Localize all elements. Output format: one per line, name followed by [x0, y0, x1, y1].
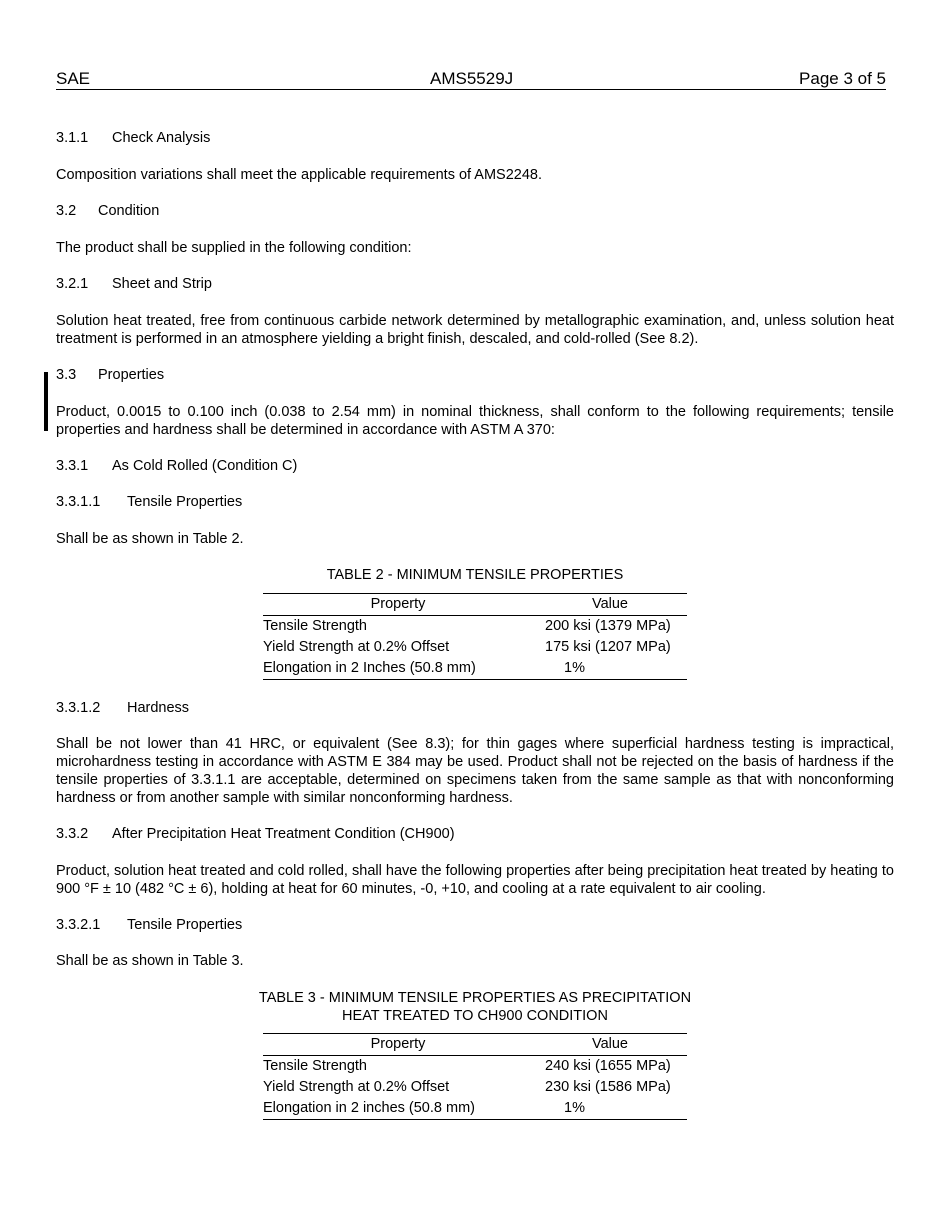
cell-value: 175 ksi (1207 MPa) [545, 639, 671, 655]
section-title: Condition [98, 203, 160, 219]
table-row [263, 616, 687, 638]
section-title: Tensile Properties [127, 917, 243, 933]
cell-value: 240 ksi (1655 MPa) [545, 1058, 671, 1074]
section-title: Tensile Properties [127, 494, 243, 510]
column-header-value: Value [533, 594, 687, 616]
section-title: Check Analysis [112, 130, 211, 146]
paragraph-3-2-1: Solution heat treated, free from continuous carbide network determined by metallographic examination, and, unless solution heat treatment is performed in an atmosphere yielding a bright finish, descaled, and cold-rolled (See 8.2). [56, 313, 894, 347]
paragraph-3-2: The product shall be supplied in the following condition: [56, 240, 412, 256]
section-title: After Precipitation Heat Treatment Condition (CH900) [112, 826, 455, 842]
section-number: 3.3.2 [56, 826, 89, 842]
cell-property: Tensile Strength [263, 1058, 367, 1074]
cell-value: 230 ksi (1586 MPa) [545, 1079, 671, 1095]
section-number: 3.3.1.1 [56, 494, 101, 510]
section-heading-3-3-1-1 [56, 493, 894, 511]
paragraph-3-3-1-1: Shall be as shown in Table 2. [56, 531, 244, 547]
table-row [263, 1077, 687, 1098]
section-title: As Cold Rolled (Condition C) [112, 458, 298, 474]
section-number: 3.3 [56, 367, 77, 383]
section-title: Hardness [127, 700, 190, 716]
column-header-value: Value [533, 1034, 687, 1056]
section-heading-3-3-1 [56, 457, 894, 475]
cell-value: 1% [533, 1098, 687, 1120]
cell-value: 1% [533, 658, 687, 680]
section-heading-3-3-1-2 [56, 699, 894, 717]
revision-change-bar [44, 372, 48, 431]
section-heading-3-2-1 [56, 275, 894, 293]
column-header-property: Property [263, 594, 533, 616]
table-2 [263, 593, 687, 680]
paragraph-3-3-2: Product, solution heat treated and cold rolled, shall have the following properties after being precipitation heat treated by heating to 900 °F ± 10 (482 °C ± 6), holding at heat for 60 minutes, -0, +10, and cooling at a rate equivalent to air cooling. [56, 863, 894, 897]
paragraph-3-3-2-1: Shall be as shown in Table 3. [56, 953, 244, 969]
cell-property: Elongation in 2 inches (50.8 mm) [263, 1098, 533, 1120]
paragraph-3-3: Product, 0.0015 to 0.100 inch (0.038 to 2.54 mm) in nominal thickness, shall conform to the following requirements; tensile properties and hardness shall be determined in accordance with ASTM A 370: [56, 404, 894, 438]
cell-property: Yield Strength at 0.2% Offset [263, 639, 450, 655]
paragraph-3-3-1-2: Shall be not lower than 41 HRC, or equivalent (See 8.3); for thin gages where superficial hardness testing is impractical, microhardness testing in accordance with ASTM E 384 may be used. Product shall not be rejected on the basis of hardness if the tensile properties of 3.3.1.1 are acceptable, determined on specimens taken from the same sample as that with nonconforming hardness or from another sample with similar nonconforming hardness. [56, 736, 894, 806]
table-row [263, 1098, 687, 1120]
cell-value: 200 ksi (1379 MPa) [545, 618, 671, 634]
paragraph-3-1-1: Composition variations shall meet the applicable requirements of AMS2248. [56, 167, 543, 183]
table-row [263, 658, 687, 680]
table-3 [263, 1033, 687, 1120]
cell-property: Elongation in 2 Inches (50.8 mm) [263, 658, 533, 680]
table-row [263, 1056, 687, 1078]
header-document-id: AMS5529J [430, 69, 514, 88]
section-number: 3.1.1 [56, 130, 89, 146]
section-title: Properties [98, 367, 165, 383]
section-number: 3.3.1.2 [56, 700, 101, 716]
section-heading-3-2 [56, 202, 894, 220]
cell-property: Yield Strength at 0.2% Offset [263, 1079, 450, 1095]
section-heading-3-1-1 [56, 129, 894, 147]
section-heading-3-3 [56, 366, 894, 384]
section-number: 3.2 [56, 203, 77, 219]
section-number: 3.3.1 [56, 458, 89, 474]
table-3-caption-line-2: HEAT TREATED TO CH900 CONDITION [342, 1008, 608, 1024]
section-number: 3.3.2.1 [56, 917, 101, 933]
section-number: 3.2.1 [56, 276, 89, 292]
table-row [263, 637, 687, 658]
column-header-property: Property [263, 1034, 533, 1056]
header-organization: SAE [56, 69, 91, 88]
section-title: Sheet and Strip [112, 276, 212, 292]
section-heading-3-3-2-1 [56, 916, 894, 934]
table-3-caption-line-1: TABLE 3 - MINIMUM TENSILE PROPERTIES AS PRECIPITATION [258, 990, 692, 1006]
cell-property: Tensile Strength [263, 618, 367, 634]
table-2-caption: TABLE 2 - MINIMUM TENSILE PROPERTIES [326, 567, 624, 583]
header-page-number: Page 3 of 5 [799, 69, 886, 88]
section-heading-3-3-2 [56, 825, 894, 843]
page-header [56, 69, 886, 90]
